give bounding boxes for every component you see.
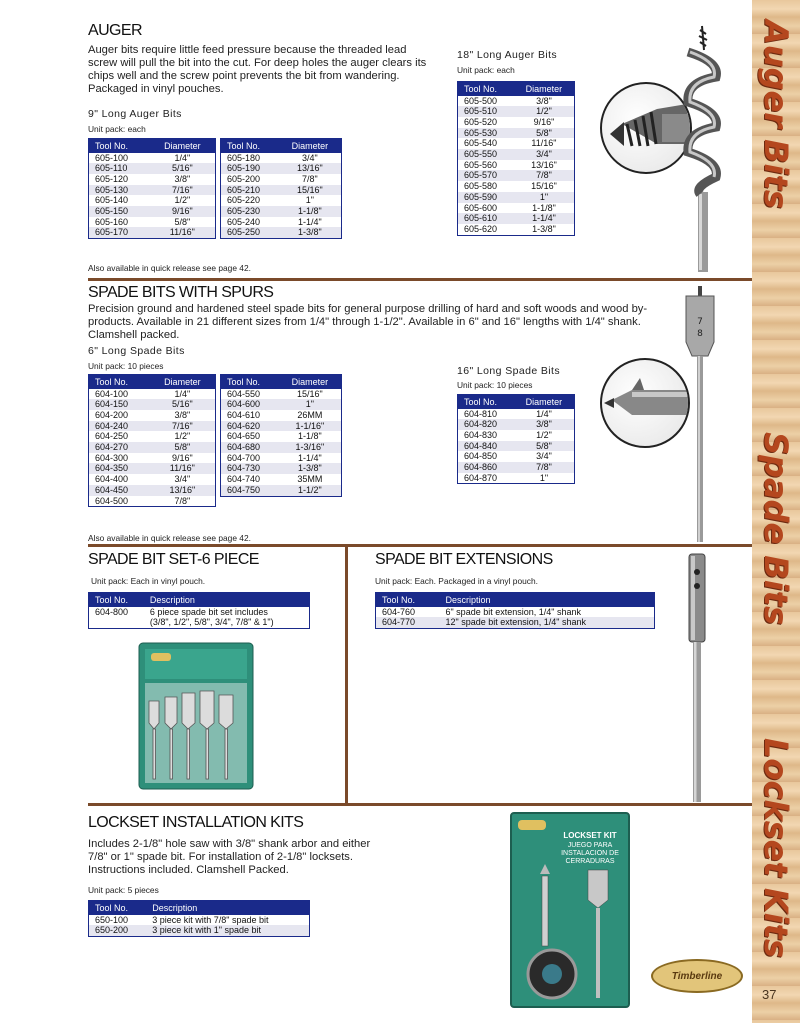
cell-tool-no: 605-130 bbox=[89, 185, 150, 196]
side-title-spade: Spade Bits bbox=[757, 432, 795, 625]
cell-tool-no: 605-210 bbox=[221, 185, 279, 196]
cell-diameter: 1" bbox=[514, 192, 575, 203]
auger-tip-icon bbox=[602, 84, 692, 174]
cell-diameter: 1-3/16" bbox=[279, 442, 342, 453]
table-row bbox=[89, 463, 216, 474]
table-row bbox=[458, 419, 575, 430]
cell-diameter: 1-1/4" bbox=[514, 213, 575, 224]
table-row bbox=[89, 174, 216, 185]
auger-title: AUGER bbox=[88, 22, 142, 39]
table-row bbox=[221, 410, 342, 421]
spade-16in-table bbox=[457, 394, 575, 484]
table-row bbox=[458, 138, 575, 149]
table-row bbox=[89, 195, 216, 206]
col-tool-no: Tool No. bbox=[89, 593, 144, 607]
table-row bbox=[89, 163, 216, 174]
col-diameter: Diameter bbox=[279, 375, 342, 389]
cell-tool-no: 604-700 bbox=[227, 452, 261, 463]
cell-tool-no: 605-140 bbox=[95, 195, 129, 206]
cell-diameter: 3/4" bbox=[536, 451, 552, 462]
col-diameter: Diameter bbox=[150, 139, 216, 153]
table-row bbox=[458, 170, 575, 181]
cell-description: 6" spade bit extension, 1/4" shank bbox=[445, 606, 581, 617]
table-row bbox=[89, 617, 310, 628]
cell-diameter: 1-1/4" bbox=[298, 216, 322, 227]
table-row bbox=[458, 213, 575, 224]
cell-diameter: 5/8" bbox=[514, 441, 575, 452]
table-row bbox=[221, 485, 342, 496]
cell-tool-no: 605-600 bbox=[464, 202, 498, 213]
cell-diameter: 5/8" bbox=[150, 442, 216, 453]
cell-diameter: 1/2" bbox=[174, 431, 191, 442]
cell-tool-no: 604-760 bbox=[382, 606, 416, 617]
table-row bbox=[89, 607, 310, 618]
cell-description: 12" spade bit extension, 1/4" shank bbox=[439, 617, 654, 628]
table-row bbox=[89, 389, 216, 400]
cell-tool-no: 604-500 bbox=[95, 495, 129, 506]
table-row bbox=[89, 185, 216, 196]
table-row bbox=[89, 217, 216, 228]
spade-tip-icon bbox=[602, 360, 690, 448]
col-tool-no: Tool No. bbox=[458, 395, 514, 409]
cell-diameter: 1-1/4" bbox=[298, 452, 322, 463]
cell-diameter: 9/16" bbox=[150, 206, 216, 217]
cell-diameter: 7/16" bbox=[150, 421, 216, 432]
table-row bbox=[221, 431, 342, 442]
col-description: Description bbox=[146, 901, 309, 915]
cell-diameter: 1/4" bbox=[174, 152, 191, 163]
svg-text:8: 8 bbox=[697, 329, 703, 339]
cell-diameter: 7/8" bbox=[514, 170, 575, 181]
cell-diameter: 1-1/2" bbox=[279, 485, 342, 496]
cell-diameter: 7/16" bbox=[150, 185, 216, 196]
spade-16in-unit: Unit pack: 10 pieces bbox=[457, 380, 533, 390]
cell-tool-no: 604-840 bbox=[458, 441, 514, 452]
spade-6in-unit: Unit pack: 10 pieces bbox=[88, 361, 164, 371]
cell-tool-no: 605-160 bbox=[95, 216, 129, 227]
cell-diameter: 11/16" bbox=[150, 227, 216, 238]
col-tool-no: Tool No. bbox=[221, 375, 279, 389]
cell-tool-no: 605-500 bbox=[464, 95, 498, 106]
spade-6in-table-b bbox=[220, 374, 342, 497]
cell-diameter: 15/16" bbox=[297, 388, 323, 399]
col-diameter: Diameter bbox=[279, 139, 342, 153]
extensions-table bbox=[375, 592, 655, 629]
cell-diameter: 13/16" bbox=[531, 159, 557, 170]
cell-diameter: 1" bbox=[305, 195, 314, 206]
spade-6in-note: Also available in quick release see page 42. bbox=[88, 533, 251, 543]
table-row bbox=[458, 473, 575, 484]
cell-diameter: 9/16" bbox=[533, 116, 555, 127]
cell-tool-no: 605-100 bbox=[95, 152, 129, 163]
cell-diameter: 5/16" bbox=[150, 399, 216, 410]
spade-bit-image bbox=[678, 284, 722, 544]
cell-diameter: 1-3/8" bbox=[532, 223, 556, 234]
cell-tool-no: 605-190 bbox=[221, 163, 279, 174]
cell-diameter: 3/8" bbox=[174, 409, 191, 420]
cell-tool-no: 604-550 bbox=[227, 388, 261, 399]
spade-16in-title: 16" Long Spade Bits bbox=[457, 365, 560, 377]
table-row bbox=[458, 192, 575, 203]
cell-diameter: 1-1/16" bbox=[279, 421, 342, 432]
table-row bbox=[89, 410, 216, 421]
cell-description: 3 piece kit with 7/8" spade bit bbox=[152, 914, 269, 925]
table-row bbox=[458, 430, 575, 441]
cell-tool-no: 604-650 bbox=[227, 431, 261, 442]
cell-tool-no: 604-860 bbox=[458, 462, 514, 473]
table-row bbox=[458, 160, 575, 171]
cell-tool-no: 605-180 bbox=[227, 152, 261, 163]
table-row bbox=[89, 485, 216, 496]
cell-diameter: 11/16" bbox=[150, 463, 216, 474]
auger-tip-closeup bbox=[600, 82, 692, 174]
table-row bbox=[89, 431, 216, 442]
col-diameter: Diameter bbox=[150, 375, 216, 389]
cell-tool-no: 604-830 bbox=[464, 429, 498, 440]
auger-18in-unit: Unit pack: each bbox=[457, 65, 515, 75]
col-tool-no: Tool No. bbox=[89, 901, 147, 915]
table-row bbox=[89, 496, 216, 507]
extensions-unit: Unit pack: Each. Packaged in a vinyl pouch. bbox=[375, 576, 538, 586]
cell-tool-no: 605-610 bbox=[458, 213, 514, 224]
cell-tool-no: 605-150 bbox=[89, 206, 150, 217]
auger-18in-table bbox=[457, 81, 575, 236]
cell-tool-no: 605-620 bbox=[464, 223, 498, 234]
side-title-auger: Auger Bits bbox=[757, 20, 795, 209]
cell-tool-no: 605-540 bbox=[464, 138, 498, 149]
table-row bbox=[221, 185, 342, 196]
cell-tool-no: 604-250 bbox=[95, 431, 129, 442]
table-row bbox=[458, 149, 575, 160]
cell-diameter: 3/4" bbox=[302, 152, 318, 163]
cell-tool-no: 605-570 bbox=[458, 170, 514, 181]
cell-tool-no: 604-450 bbox=[89, 485, 150, 496]
cell-tool-no: 605-580 bbox=[464, 181, 498, 192]
cell-diameter: 35MM bbox=[297, 474, 323, 485]
cell-diameter: 1/4" bbox=[536, 408, 552, 419]
cell-diameter: 5/16" bbox=[150, 163, 216, 174]
cell-tool-no: 605-510 bbox=[458, 106, 514, 117]
cell-tool-no: 604-240 bbox=[89, 421, 150, 432]
cell-tool-no: 604-680 bbox=[221, 442, 279, 453]
cell-diameter: 1-1/8" bbox=[298, 431, 322, 442]
cell-tool-no: 605-250 bbox=[221, 227, 279, 238]
cell-tool-no: 605-520 bbox=[464, 116, 498, 127]
cell-description: (3/8", 1/2", 5/8", 3/4", 7/8" & 1") bbox=[144, 617, 310, 628]
table-row bbox=[376, 617, 655, 628]
col-tool-no: Tool No. bbox=[221, 139, 279, 153]
cell-tool-no: 605-110 bbox=[89, 163, 150, 174]
table-row bbox=[221, 421, 342, 432]
table-row bbox=[89, 227, 216, 238]
cell-tool-no: 604-150 bbox=[89, 399, 150, 410]
table-row bbox=[221, 195, 342, 206]
table-row bbox=[89, 421, 216, 432]
cell-diameter: 15/16" bbox=[531, 181, 557, 192]
page-number: 37 bbox=[762, 987, 777, 1002]
auger-18in-title: 18" Long Auger Bits bbox=[457, 49, 558, 61]
cell-diameter: 3/8" bbox=[514, 419, 575, 430]
cell-description: 3 piece kit with 1" spade bit bbox=[146, 925, 309, 936]
table-row bbox=[221, 227, 342, 238]
table-row bbox=[458, 96, 575, 107]
table-row bbox=[221, 442, 342, 453]
cell-diameter: 26MM bbox=[297, 409, 323, 420]
cell-diameter: 3/8" bbox=[174, 173, 191, 184]
cell-tool-no: 650-100 bbox=[95, 914, 129, 925]
cell-tool-no: 605-240 bbox=[227, 216, 261, 227]
cell-tool-no: 604-610 bbox=[227, 409, 261, 420]
package-subtitle: JUEGO PARA INSTALACION DE CERRADURAS bbox=[561, 842, 619, 865]
cell-diameter: 13/16" bbox=[279, 163, 342, 174]
cell-tool-no: 604-750 bbox=[221, 485, 279, 496]
cell-tool-no: 604-740 bbox=[227, 474, 261, 485]
auger-9in-table-b bbox=[220, 138, 342, 239]
table-row bbox=[221, 399, 342, 410]
table-row bbox=[458, 117, 575, 128]
lockset-title: LOCKSET INSTALLATION KITS bbox=[88, 814, 304, 831]
table-row bbox=[89, 442, 216, 453]
cell-tool-no: 605-170 bbox=[89, 227, 150, 238]
col-tool-no: Tool No. bbox=[89, 139, 150, 153]
table-row bbox=[89, 453, 216, 464]
cell-tool-no: 604-820 bbox=[458, 419, 514, 430]
cell-tool-no: 604-300 bbox=[95, 452, 129, 463]
cell-diameter: 1-3/8" bbox=[279, 463, 342, 474]
table-row bbox=[221, 474, 342, 485]
cell-diameter: 3/8" bbox=[536, 95, 552, 106]
package-title: LOCKSET KIT bbox=[563, 831, 617, 840]
table-row bbox=[89, 206, 216, 217]
cell-diameter: 1/4" bbox=[174, 388, 191, 399]
timberline-logo: Timberline bbox=[651, 959, 743, 993]
col-diameter: Diameter bbox=[514, 82, 575, 96]
table-row bbox=[458, 409, 575, 420]
cell-diameter: 1/2" bbox=[536, 429, 552, 440]
lockset-parts-icon bbox=[512, 814, 632, 1010]
cell-tool-no: 604-870 bbox=[464, 472, 498, 483]
spade-set-table bbox=[88, 592, 310, 629]
table-row bbox=[221, 206, 342, 217]
cell-diameter: 1-1/8" bbox=[532, 202, 556, 213]
table-row bbox=[221, 153, 342, 164]
table-row bbox=[458, 451, 575, 462]
spade-set-unit: Unit pack: Each in vinyl pouch. bbox=[91, 576, 206, 586]
cell-tool-no: 650-200 bbox=[89, 925, 147, 936]
cell-tool-no: 604-850 bbox=[464, 451, 498, 462]
col-tool-no: Tool No. bbox=[376, 593, 440, 607]
spade-title: SPADE BITS WITH SPURS bbox=[88, 284, 274, 301]
table-row bbox=[376, 607, 655, 618]
cell-diameter: 13/16" bbox=[150, 485, 216, 496]
lockset-package-image bbox=[510, 812, 630, 1008]
divider-vertical bbox=[345, 544, 348, 806]
cell-diameter: 5/8" bbox=[514, 128, 575, 139]
cell-tool-no: 605-120 bbox=[95, 173, 129, 184]
cell-tool-no: 604-770 bbox=[376, 617, 440, 628]
table-row bbox=[458, 128, 575, 139]
table-row bbox=[458, 462, 575, 473]
cell-diameter: 15/16" bbox=[279, 185, 342, 196]
table-row bbox=[89, 474, 216, 485]
table-row bbox=[221, 463, 342, 474]
lockset-description: Includes 2-1/8" hole saw with 3/8" shank arbor and either 7/8" or 1" spade bit. For installation of 2-1/8" locksets. Instructions included. Clamshell Packed. bbox=[88, 838, 371, 876]
cell-diameter: 3/4" bbox=[514, 149, 575, 160]
cell-tool-no: 605-200 bbox=[227, 173, 261, 184]
table-row bbox=[458, 441, 575, 452]
auger-9in-note: Also available in quick release see page 42. bbox=[88, 263, 251, 273]
cell-tool-no: 604-730 bbox=[221, 463, 279, 474]
table-row bbox=[89, 925, 310, 936]
table-row bbox=[458, 224, 575, 235]
cell-diameter: 1-3/8" bbox=[279, 227, 342, 238]
spade-6in-title: 6" Long Spade Bits bbox=[88, 345, 185, 357]
cell-diameter: 7/8" bbox=[514, 462, 575, 473]
table-row bbox=[221, 389, 342, 400]
cell-diameter: 9/16" bbox=[171, 452, 193, 463]
spade-description: Precision ground and hardened steel spade bits for general purpose drilling of hard and soft woods and wood by-products. Available in 21 different sizes from 1/4" through 1-1/2". Available in 6" and 16" lengths with 1/4" shank. Clamshell packed. bbox=[88, 303, 648, 341]
divider-3 bbox=[88, 803, 752, 806]
cell-tool-no: 605-550 bbox=[458, 149, 514, 160]
col-diameter: Diameter bbox=[514, 395, 575, 409]
divider-1 bbox=[88, 278, 752, 281]
spade-6in-table-a bbox=[88, 374, 216, 507]
cell-diameter: 7/8" bbox=[302, 173, 318, 184]
table-row bbox=[89, 399, 216, 410]
cell-diameter: 1" bbox=[539, 472, 549, 483]
cell-tool-no: 604-600 bbox=[221, 399, 279, 410]
cell-tool-no: 605-220 bbox=[227, 195, 261, 206]
lockset-unit: Unit pack: 5 pieces bbox=[88, 885, 159, 895]
cell-diameter: 7/8" bbox=[174, 495, 191, 506]
lockset-table bbox=[88, 900, 310, 937]
extension-image bbox=[682, 552, 712, 804]
cell-diameter: 1/2" bbox=[174, 195, 191, 206]
cell-tool-no: 604-800 bbox=[95, 606, 129, 617]
side-title-lockset: Lockset Kits bbox=[757, 738, 795, 958]
cell-diameter: 1/2" bbox=[514, 106, 575, 117]
spade-tip-closeup bbox=[600, 358, 690, 448]
cell-tool-no: 605-560 bbox=[464, 159, 498, 170]
cell-tool-no: 605-230 bbox=[221, 206, 279, 217]
table-row bbox=[221, 453, 342, 464]
cell-diameter: 11/16" bbox=[531, 138, 557, 149]
auger-9in-unit: Unit pack: each bbox=[88, 124, 146, 134]
cell-diameter: 1" bbox=[279, 399, 342, 410]
auger-9in-table-a bbox=[88, 138, 216, 239]
cell-tool-no: 605-590 bbox=[458, 192, 514, 203]
col-tool-no: Tool No. bbox=[89, 375, 150, 389]
auger-9in-title: 9" Long Auger Bits bbox=[88, 108, 182, 120]
table-row bbox=[458, 106, 575, 117]
table-row bbox=[458, 181, 575, 192]
cell-tool-no: 604-810 bbox=[464, 408, 498, 419]
cell-description: 6 piece spade bit set includes bbox=[149, 606, 268, 617]
divider-2 bbox=[88, 544, 752, 547]
table-row bbox=[221, 174, 342, 185]
table-row bbox=[89, 915, 310, 926]
cell-tool-no: 604-200 bbox=[95, 409, 129, 420]
col-description: Description bbox=[439, 593, 654, 607]
spade-set-package-image bbox=[137, 641, 255, 791]
auger-description: Auger bits require little feed pressure because the threaded lead screw will pull the bit into the cut. For deep holes the auger clears its chips well and the screw point prevents the bit from wandering. Packaged in vinyl pouches. bbox=[88, 44, 427, 95]
cell-tool-no: 604-100 bbox=[95, 388, 129, 399]
cell-diameter: 1-1/8" bbox=[279, 206, 342, 217]
cell-diameter: 3/4" bbox=[174, 474, 191, 485]
table-row bbox=[221, 163, 342, 174]
auger-bit-image bbox=[680, 22, 724, 274]
cell-tool-no: 604-400 bbox=[95, 474, 129, 485]
cell-tool-no: 605-530 bbox=[458, 128, 514, 139]
cell-tool-no: 604-270 bbox=[89, 442, 150, 453]
table-row bbox=[221, 217, 342, 228]
cell-tool-no: 604-620 bbox=[221, 421, 279, 432]
col-tool-no: Tool No. bbox=[458, 82, 514, 96]
svg-text:7: 7 bbox=[697, 317, 703, 327]
extensions-title: SPADE BIT EXTENSIONS bbox=[375, 551, 553, 568]
table-row bbox=[89, 153, 216, 164]
cell-tool-no: 604-350 bbox=[89, 463, 150, 474]
cell-diameter: 5/8" bbox=[174, 216, 191, 227]
spade-set-title: SPADE BIT SET-6 PIECE bbox=[88, 551, 259, 568]
table-row bbox=[458, 203, 575, 214]
col-description: Description bbox=[144, 593, 310, 607]
